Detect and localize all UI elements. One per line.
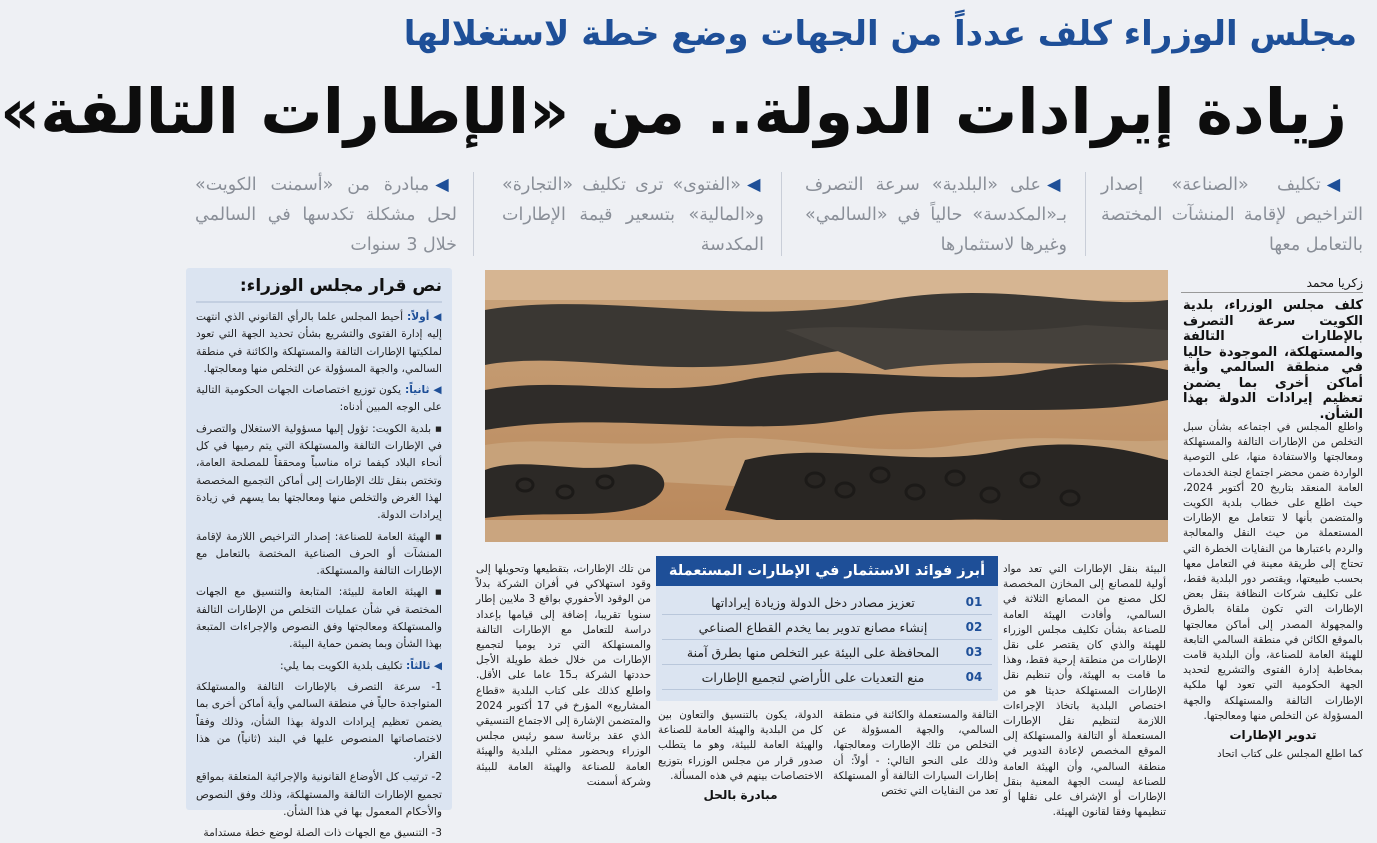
benefit-item [662, 590, 992, 615]
decision-item: ▪ الهيئة العامة للصناعة: إصدار التراخيص اللازمة لإقامة المنشآت أو الحرف الصناعية المختصة بالتعامل مع الإطارات التالفة والمستهلكة. [196, 530, 442, 578]
byline: زكريا محمد [1181, 276, 1363, 293]
column-bottom-right: التالفة والمستعملة والكائنة في منطقة السالمي، والجهة المسؤولة عن التخلص من تلك الإطارات ومعالجتها، وذلك على النحو التالي: - أولاً: أن إطارات السيارات التالفة أو المستهلكة تعد من النفايات التي تختص [833, 709, 998, 798]
benefit-item [662, 665, 992, 690]
benefit-text: إنشاء مصانع تدوير بما يخدم القطاع الصناعي [698, 619, 928, 635]
blurb-1: ◀تكليف «الصناعة» إصدار التراخيص لإقامة المنشآت المختصة بالتعامل معها [1101, 175, 1363, 255]
bullet-arrow-icon: ◀ [430, 659, 442, 672]
benefit-number: 03 [965, 645, 983, 659]
decision-item: ▪ بلدية الكويت: تؤول إليها مسؤولية الاستغلال والتصرف في الإطارات التالفة والمستهلكة التي يتم رميها في كل أنحاء البلاد كيفما تراه مناسباً ومحققاً للمصلحة العامة، وتختص بنقل تلك الإطارات إلى أماكن التجميع المخصصة لهذا الغرض والتخلص منها ومعالجتها بما يسهم في زيادة إيرادات الدولة. [196, 422, 442, 522]
sidebar-title: نص قرار مجلس الوزراء: [196, 276, 442, 303]
decision-numbered-item: 1- سرعة التصرف بالإطارات التالفة والمستهلكة المتواجدة حالياً في منطقة السالمي وأية أماكن أخرى بما يضمن تعظيم إيرادات الدولة بهذا الشأن، وذلك وفقاً لاختصاصاتها المنصوص عليها في البند (ثانياً) من هذا القرار. [196, 680, 442, 763]
tire-dump-photo [485, 270, 1168, 542]
article-headline: زيادة إيرادات الدولة.. من «الإطارات التالفة» [0, 75, 1347, 148]
benefit-text: المحافظة على البيئة عبر التخلص منها بطرق آمنة [686, 644, 940, 660]
column-subhead: تدوير الإطارات [1229, 728, 1317, 743]
decision-second: ◀ ثانياً: يكون توزيع اختصاصات الجهات الحكومية التالية على الوجه المبين أدناه: [196, 384, 442, 414]
benefit-text: تعزيز مصادر دخل الدولة وزيادة إيراداتها [711, 594, 915, 610]
column-mid-left: من تلك الإطارات، بتقطيعها وتحويلها إلى وقود استهلاكي في أفران الشركة بدلاً من الوقود الأحفوري بواقع 3 ملايين إطار سنويا تقريبا، إضافة إلى قيامها بإعداد دراسة للتعامل مع الإطارات التالفة والمستهلكة التي ترد يوميا لتجميع الإطارات من خلال خطة طويلة الأجل حددتها الشركة بـ15 عاما على الأقل. واطلع كذلك على كتاب البلدية «قطاع المشاريع» المؤرخ في 17 أكتوبر 2024 والمتضمن الإشارة إلى الاجتماع التنسيقي الذي عقد برئاسة سمو رئيس مجلس الوزراء وبحضور ممثلي البلدية والهيئة العامة للصناعة والهيئة العامة للبيئة وشركة أسمنت [476, 563, 652, 788]
decision-third: ◀ ثالثاً: تكليف بلدية الكويت بما يلي: [280, 659, 442, 672]
blurb-3: ◀«الفتوى» ترى تكليف «التجارة» و«المالية» بتسعير قيمة الإطارات المكدسة [502, 175, 764, 255]
blurb-arrow-icon: ◀ [1046, 175, 1067, 195]
benefit-number: 04 [965, 670, 983, 684]
blurb-divider [1085, 172, 1086, 256]
blurb-arrow-icon: ◀ [746, 175, 764, 195]
article-kicker: مجلس الوزراء كلف عدداً من الجهات وضع خطة لاستغلالها [403, 14, 1357, 54]
benefits-title: أبرز فوائد الاستثمار في الإطارات المستعملة [656, 556, 998, 586]
column-subhead: مبادرة بالحل [703, 788, 778, 803]
column-bottom-left [658, 708, 823, 810]
benefit-number: 01 [965, 595, 983, 609]
blurb-4: ◀مبادرة من «أسمنت الكويت» لحل مشكلة تكدسها في السالمي خلال 3 سنوات [195, 175, 457, 255]
column-right [1183, 420, 1363, 810]
column-mid-right: البيئة بنقل الإطارات التي تعد مواد أولية للمصانع إلى المخازن المخصصة لكل مصنع من المصانع الثلاثة في السالمي، وأفادت الهيئة العامة للصناعة بشأن تكليف مجلس الوزراء للهيئة والذي كان يقتصر على نقل الإطارات من منطقة إرحية فقط، وهذا ما قامت به الهيئة، وأن تنظيم نقل الإطارات المستهلكة حديثا هو من اختصاص البلدية باتخاذ الإجراءات اللازمة لتنظيم نقل الإطارات المستعملة أو التالفة والمستهلكة إلى الموقع المخصص لإعادة التدوير في منطقة السالمي، وأن الهيئة العامة للصناعة ليست الجهة المعنية بنقل الإطارات أو الإشراف على نقلها أو تنظيمها وفقا لقانون الهيئة. [1003, 563, 1166, 819]
column-right-paragraph: واطلع المجلس في اجتماعه بشأن سبل التخلص من الإطارات التالفة والمستهلكة ومعالجتها والاستفادة منها، على التوصية الواردة ضمن محضر اجتماع لجنة الخدمات العامة المنعقد بتاريخ 20 أكتوبر 2024، حيث اطلع على خطاب بلدية الكويت والمتضمن بأنها لا تتعامل مع الإطارات المستعملة من حيث النقل والمعالجة والردم باعتبارها من النفايات الخطرة التي تحتاج إلى طريقة معينة في التعامل معها بحسب طبيعتها، ويقتصر دور البلدية فقط، على تكليف شركات النظافة بنقل بعض الإطارات التي تكون ملقاة بالطرق والمجهولة المصدر إلى أماكن معالجتها بالموقع الكائن في منطقة السالمي التابعة للهيئة العامة للصناعة، وأن البلدية قامت بمخاطبة إدارة الفتوى والتشريع لتحديد الجهة الحكومية التي تعود لها ملكية الإطارات التالفة والمستهلكة والجهة المسؤولة عن التخلص منها ومعالجتها. [1183, 421, 1363, 722]
bullet-arrow-icon: ◀ [429, 311, 443, 323]
column-bottom-paragraph: الدولة، يكون بالتنسيق والتعاون بين كل من البلدية والهيئة العامة للصناعة والهيئة العامة للبيئة، وهو ما يتطلب صدور قرار من مجلس الوزراء بتوزيع الاختصاصات بينهم في هذه المسألة. [658, 709, 823, 782]
bullet-arrow-icon: ◀ [429, 384, 442, 397]
benefits-box [656, 556, 998, 701]
decision-numbered-item: 2- ترتيب كل الأوضاع القانونية والإجرائية المتعلقة بمواقع تجميع الإطارات التالفة والمستهلكة، وذلك وفق النصوص والأحكام المعمول بها في هذا الشأن. [196, 771, 442, 819]
benefit-item [662, 640, 992, 665]
lead-paragraph: كلف مجلس الوزراء، بلدية الكويت سرعة التصرف بالإطارات التالفة والمستهلكة، الموجودة حاليا في منطقة السالمي وأية أماكن أخرى بما يضمن تعظيم إيرادات الدولة بهذا الشأن. [1183, 298, 1363, 422]
blurb-2: ◀على «البلدية» سرعة التصرف بـ«المكدسة» حالياً في «السالمي» وغيرها لاستثمارها [805, 175, 1067, 255]
benefit-text: منع التعديات على الأراضي لتجميع الإطارات [701, 669, 925, 685]
blurb-arrow-icon: ◀ [435, 175, 457, 195]
decision-first: ◀ أولاً: أحيط المجلس علما بالرأي القانوني الذي انتهت إليه إدارة الفتوى والتشريع بشأن تحديد الجهة التي تعود لملكيتها الإطارات التالفة والمستهلكة والكائنة في منطقة السالمي، والجهة المسؤولة عن التخلص منها ومعالجتها. [196, 311, 443, 375]
decision-item: ▪ الهيئة العامة للبيئة: المتابعة والتنسيق مع الجهات المختصة في شأن عمليات التخلص من الإطارات التالفة والمستهلكة ومعالجتها وفق النصوص والإجراءات المتبعة بهذا الشأن وبما يضمن حماية البيئة. [196, 586, 442, 651]
blurb-divider [781, 172, 782, 256]
blurb-divider [473, 172, 474, 256]
blurb-arrow-icon: ◀ [1326, 175, 1363, 195]
benefit-number: 02 [965, 620, 983, 634]
benefit-item [662, 615, 992, 640]
decision-numbered-item: 3- التنسيق مع الجهات ذات الصلة لوضع خطة مستدامة [203, 827, 442, 840]
column-right-paragraph: كما اطلع المجلس على كتاب اتحاد [1217, 748, 1363, 761]
cabinet-decision-sidebar [186, 268, 452, 840]
